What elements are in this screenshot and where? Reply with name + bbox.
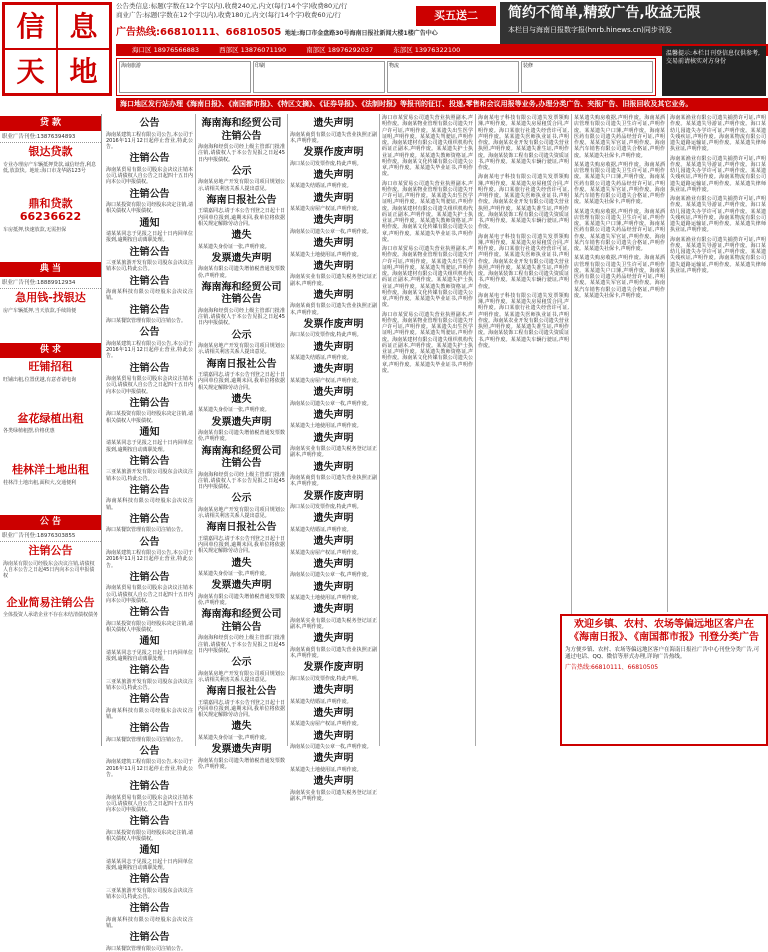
- column-3: [288, 114, 380, 802]
- notice-title: 注销公告: [129, 607, 170, 618]
- ad-title: 旺铺招租: [28, 359, 73, 373]
- category-header: 供 求: [0, 343, 101, 358]
- promo-subtitle: 《海南日报》、《南国都市报》刊登分类广告: [569, 631, 759, 643]
- notice-body: 三亚某旅游开发有限公司股东会决议注销本公司,特此公告。: [106, 469, 193, 482]
- notice-body: 某某遗失结婚证,声明作废。: [290, 355, 352, 361]
- ad-box: 印刷: [253, 61, 385, 93]
- notice-body: 海南某实业有限公司遗失税务登记证正副本,声明作废。: [290, 446, 377, 459]
- notice-body: 请某某同志于见报之日起十日内回单位报到,逾期按自动离职处理。: [106, 440, 193, 453]
- notice-body: 海南某商贸有限公司遗失营业执照正副本,声明作废。: [290, 646, 377, 659]
- notice-title: 遗失声明: [313, 604, 354, 616]
- notice-title: 注销公告: [129, 397, 170, 409]
- notice-body: 海口市某贸易公司遗失营业执照副本,声明作废。海南某物业管理有限公司遗失开户许可证,声明作废。某某遗失出生医学证明,声明作废。某某遗失驾驶证,声明作废。海南某建材有限公司遗失组织机构代码证正副本,声明作废。某某遗失护士执业证,声明作废。某某遗失教师资格证,声明作废。海南某文化传媒有限公司遗失公章,声明作废。某某遗失毕业证书,声明作废。: [382, 115, 473, 178]
- notice-body: 海南某电子科技有限公司遗失发票领购簿,声明作废。某某遗失房屋租赁合同,声明作废。海口某旅行社遗失经营许可证,声明作废。某某遗失医师执业证书,声明作废。海南某农业开发有限公司遗失营业执照,声明作废。某某遗失准生证,声明作废。海南某装饰工程有限公司遗失资质证书,声明作废。某某遗失车辆行驶证,声明作废。: [478, 174, 569, 231]
- column-2: [196, 114, 288, 770]
- notice-title: 注销公告: [129, 188, 170, 200]
- info-line: 商业广告:标题(字数在12个字以内),收费180元,内文(每行14个字)收费60元/行: [116, 11, 341, 19]
- notice-body: 海口某公司发票作废,特此声明。: [290, 504, 362, 510]
- notice-body: 某某遗失身份证一张,声明作废。: [198, 243, 270, 250]
- notice-title: 遗失声明: [313, 289, 354, 301]
- notice-body: 海口某公司发票作废,特此声明。: [290, 675, 362, 682]
- hotline: [116, 27, 438, 40]
- notice-title: 通知: [139, 426, 160, 438]
- notice-title: 遗失声明: [313, 169, 354, 181]
- notice-body: 海南某电子科技有限公司遗失发票领购簿,声明作废。某某遗失房屋租赁合同,声明作废。海口某旅行社遗失经营许可证,声明作废。某某遗失医师执业证书,声明作废。海南某农业开发有限公司遗失营业执照,声明作废。某某遗失准生证,声明作废。海南某装饰工程有限公司遗失资质证书,声明作废。某某遗失车辆行驶证,声明作废。: [478, 115, 569, 171]
- notice-body: 海南某科技有限公司经股东会决议注销。: [106, 916, 193, 929]
- notice-title: 遗失声明: [313, 558, 354, 570]
- notice-body: 海南某电子科技有限公司遗失发票领购簿,声明作废。某某遗失房屋租赁合同,声明作废。海口某旅行社遗失经营许可证,声明作废。某某遗失医师执业证书,声明作废。海南某农业开发有限公司遗失营业执照,声明作废。某某遗失准生证,声明作废。海南某装饰工程有限公司遗失资质证书,声明作废。某某遗失车辆行驶证,声明作废。: [478, 233, 569, 290]
- notice-title: 注销公告: [129, 275, 170, 287]
- ad-box: 装修: [521, 61, 653, 93]
- ad-title: 急用钱-找银达: [15, 291, 86, 304]
- notice-body: 王瑞嘉同志,请于本公告刊登之日起十日内回单位报到,逾期未回,我单位将依据相关规定解除劳动合同。: [198, 372, 285, 391]
- ad-title: 鼎和贷款66236622: [19, 196, 82, 224]
- notice-body: 某某遗失结婚证,声明作废。: [290, 183, 352, 190]
- notice-title: 遗失声明: [313, 215, 354, 227]
- pricing-info: [116, 2, 416, 20]
- notice-body: 某某遗失房屋产权证,声明作废。: [290, 377, 362, 384]
- column-6: [572, 114, 668, 612]
- ad-box: 海南旅游: [119, 61, 251, 93]
- notice-body: 海南某房地产开发有限公司项目规划公示,请相关利害关系人提出意见。: [198, 343, 285, 356]
- notice-title: 海南日报社公告: [206, 686, 277, 697]
- notice-body: 海南某渔业有限公司遗失捕捞许可证,声明作废。某某遗失导游证,声明作废。海口某幼儿园遗失办学许可证,声明作废。某某遗失残疾证,声明作废。海南某物流有限公司遗失道路运输证,声明作废。某某遗失律师执业证,声明作废。: [670, 196, 766, 234]
- notice-title: 遗失声明: [313, 341, 354, 353]
- ad-text: 专业办理房产车辆抵押贷款,诚信经营,利息低,放款快。地址:海口市龙华路123号: [3, 161, 97, 174]
- notice-title: 遗失声明: [313, 753, 354, 765]
- notice-body: 海南某商贸有限公司遗失营业执照正副本,声明作废。: [290, 475, 377, 488]
- notice-body: 海口某投资有限公司经股东决定注销,请相关债权人申报债权。: [106, 411, 193, 424]
- notice-title: 遗失声明: [313, 118, 354, 129]
- notice-title: 注销公告: [129, 362, 170, 374]
- notice-title: 海南海和经贸公司注销公告: [201, 445, 282, 469]
- notice-title: 发票遗失声明: [211, 252, 272, 264]
- notice-body: 海口某餐饮管理有限公司注销公告。: [106, 318, 187, 324]
- notice-title: 通知: [139, 845, 160, 857]
- notice-body: 某某遗失房屋产权证,声明作废。: [290, 206, 362, 212]
- notice-box: 温馨提示:本栏目刊登信息仅供参考,交易前请核实对方身份: [662, 46, 766, 96]
- notice-title: 公告: [139, 118, 160, 129]
- notice-body: 请某某同志于见报之日起十日内回单位报到,逾期按自动离职处理。: [106, 649, 193, 662]
- notice-body: 海南某贸易有限公司股东会决议注销本公司,请债权人自公告之日起四十五日内向本公司申报债权。: [106, 166, 193, 186]
- category-header: 典 当: [0, 262, 101, 277]
- column-1: [104, 114, 196, 952]
- notice-title: 注销公告: [129, 513, 170, 525]
- notice-body: 海南某实业有限公司遗失税务登记证正副本,声明作废。: [290, 617, 377, 630]
- notice-title: 发票作废声明: [303, 490, 364, 502]
- notice-title: 注销公告: [129, 694, 170, 705]
- notice-title: 公告: [139, 745, 160, 757]
- notice-body: 海南某贸易有限公司股东会决议注销本公司,请债权人自公告之日起四十五日内向本公司申报债权。: [106, 794, 193, 813]
- notice-body: 某某遗失土地使用证,声明作废。: [290, 766, 362, 773]
- notice-body: 海南某建筑工程有限公司公告,本公司于2016年11月12日起停止营业,特此公告。: [106, 131, 193, 150]
- notice-body: 海口某公司发票作废,特此声明。: [290, 160, 362, 167]
- notice-title: 注销公告: [129, 781, 170, 792]
- notice-title: 遗失声明: [313, 432, 354, 444]
- ad-title: 企业简易注销公告: [6, 595, 95, 609]
- notice-body: 王瑞嘉同志,请于本公告刊登之日起十日内回单位报到,逾期未回,我单位将依据相关规定解除劳动合同。: [198, 535, 285, 555]
- ad-text: 车房抵押,快速放款,无需担保: [3, 227, 67, 234]
- notice-title: 遗失声明: [313, 581, 354, 593]
- notice-title: 发票作废声明: [303, 318, 364, 330]
- notice-title: 遗失声明: [313, 364, 354, 376]
- notice-title: 遗失声明: [313, 461, 354, 473]
- notice-title: 公示: [231, 165, 252, 177]
- notice-body: 海南海和经贸公司经上级主管部门批准注销,请债权人于本公告见报之日起45日内申报债权。: [198, 307, 285, 327]
- notice-title: 公告: [139, 536, 160, 548]
- notice-body: 三亚某旅游开发有限公司股东会决议注销本公司,特此公告。: [106, 678, 193, 691]
- promo-badge: 买五送二: [416, 6, 496, 26]
- notice-body: 海南某科技有限公司经股东会决议注销。: [106, 289, 193, 302]
- notice-body: 海南某科技有限公司经股东会决议注销。: [106, 707, 193, 720]
- notice-title: 海南海和经贸公司注销公告: [201, 118, 282, 142]
- notice-title: 海南日报社公告: [206, 522, 277, 534]
- office: 南部区 18976292037: [306, 45, 374, 54]
- notice-title: 遗失声明: [313, 513, 354, 525]
- notice-body: 海南某公司遗失公章一枚,声明作废。: [290, 400, 372, 407]
- slogan-box: [500, 2, 766, 44]
- category-tel: 职业广告刊登:18976303855: [0, 532, 101, 542]
- ad-title: 注销公告: [28, 543, 73, 557]
- notice-body: 海南某有限公司遗失增值税普通发票数份,声明作废。: [198, 757, 285, 770]
- notice-title: 遗失: [231, 557, 252, 569]
- notice-title: 注销公告: [129, 903, 170, 915]
- notice-body: 某某遗失土地使用证,声明作废。: [290, 423, 362, 430]
- category-header: 公 告: [0, 515, 101, 530]
- notice-body: 海口某投资有限公司经股东决定注销,请相关债权人申报债权。: [106, 829, 193, 842]
- notice-body: 海南某实业有限公司遗失税务登记证正副本,声明作废。: [290, 274, 377, 287]
- notice-body: 海南某建筑工程有限公司公告,本公司于2016年11月12日起停止营业,特此公告。: [106, 340, 193, 360]
- office: 海口区 18976566883: [132, 45, 200, 54]
- notice-body: 某某遗失购房收据,声明作废。海南某酒店管理有限公司遗失卫生许可证,声明作废。某某遗失户口簿,声明作废。海南某医药有限公司遗失药品经营许可证,声明作废。某某遗失军官证,声明作废。海南某汽车销售有限公司遗失合格证,声明作废。某某遗失社保卡,声明作废。: [574, 255, 665, 299]
- notice-body: 某某遗失购房收据,声明作废。海南某酒店管理有限公司遗失卫生许可证,声明作废。某某遗失户口簿,声明作废。海南某医药有限公司遗失药品经营许可证,声明作废。某某遗失军官证,声明作废。海南某汽车销售有限公司遗失合格证,声明作废。某某遗失社保卡,声明作废。: [574, 115, 665, 159]
- notice-title: 发票遗失声明: [211, 416, 272, 428]
- ad-box: 物流: [387, 61, 519, 93]
- notice-body: 海口某餐饮管理有限公司注销公告。: [106, 945, 187, 952]
- notice-title: 遗失声明: [313, 776, 354, 787]
- notice-title: 遗失声明: [313, 685, 354, 696]
- category-tel: 职业广告刊登:18889912934: [0, 279, 101, 289]
- notice-title: 海南海和经贸公司注销公告: [201, 609, 282, 633]
- notice-body: 某某遗失土地使用证,声明作废。: [290, 251, 362, 258]
- office: 东部区 13976322100: [393, 45, 461, 54]
- notice-body: 海南某公司遗失公章一枚,声明作废。: [290, 228, 372, 235]
- notice-title: 注销公告: [129, 455, 170, 467]
- notice-body: 某某遗失房屋产权证,声明作废。: [290, 549, 362, 556]
- ad-text: 旺铺出租,位置优越,有意者请电询: [3, 376, 77, 383]
- notice-title: 海南日报社公告: [206, 358, 277, 370]
- notice-title: 通知: [139, 217, 160, 229]
- notice-body: 海口某投资有限公司经股东决定注销,请相关债权人申报债权。: [106, 620, 193, 633]
- notice-title: 遗失声明: [313, 260, 354, 272]
- notice-body: 海南海和经贸公司经上级主管部门批准注销,请债权人于本公告见报之日起45日内申报债权。: [198, 144, 285, 163]
- notice-body: 某某遗失身份证一张,声明作废。: [198, 734, 270, 741]
- column-7: [668, 114, 768, 612]
- notice-body: 海南某渔业有限公司遗失捕捞许可证,声明作废。某某遗失导游证,声明作废。海口某幼儿园遗失办学许可证,声明作废。某某遗失残疾证,声明作废。海南某物流有限公司遗失道路运输证,声明作废。某某遗失律师执业证,声明作废。: [670, 115, 766, 153]
- notice-title: 遗失声明: [313, 707, 354, 719]
- slogan-sub: 本栏目与海南日报数字报(hnrb.hinews.cn)同步刊发: [508, 25, 672, 34]
- notice-title: 注销公告: [129, 246, 170, 258]
- notice-title: 遗失声明: [313, 730, 354, 742]
- notice-body: 某某遗失购房收据,声明作废。海南某酒店管理有限公司遗失卫生许可证,声明作废。某某遗失户口簿,声明作废。海南某医药有限公司遗失药品经营许可证,声明作废。某某遗失军官证,声明作废。海南某汽车销售有限公司遗失合格证,声明作废。某某遗失社保卡,声明作废。: [574, 161, 665, 206]
- masthead: [2, 2, 112, 96]
- notice-body: 某某遗失房屋产权证,声明作废。: [290, 721, 362, 728]
- notice-body: 海南某有限公司遗失增值税普通发票数份,声明作废。: [198, 593, 285, 606]
- notice-title: 海南海和经贸公司注销公告: [201, 281, 282, 306]
- notice-body: 海南某公司遗失公章一枚,声明作废。: [290, 744, 372, 750]
- notice-title: 注销公告: [129, 932, 170, 944]
- notice-body: 三亚某旅游开发有限公司股东会决议注销本公司,特此公告。: [106, 260, 193, 273]
- notice-body: 海口某餐饮管理有限公司注销公告。: [106, 527, 187, 534]
- notice-body: 某某遗失身份证一张,声明作废。: [198, 407, 270, 414]
- notice-title: 通知: [139, 636, 160, 647]
- left-classifieds: [0, 114, 102, 746]
- ad-text: 海南某有限公司经股东会决议注销,请债权人自本公告之日起45日内向本公司申报债权: [3, 560, 95, 580]
- notice-title: 发票遗失声明: [211, 744, 272, 755]
- notice-title: 遗失声明: [313, 536, 354, 547]
- notice-body: 海口市某贸易公司遗失营业执照副本,声明作废。海南某物业管理有限公司遗失开户许可证,声明作废。某某遗失出生医学证明,声明作废。某某遗失驾驶证,声明作废。海南某建材有限公司遗失组织机构代码证正副本,声明作废。某某遗失护士执业证,声明作废。某某遗失教师资格证,声明作废。海南某文化传媒有限公司遗失公章,声明作废。某某遗失毕业证书,声明作废。: [382, 246, 473, 309]
- notice-body: 海南某建筑工程有限公司公告,本公司于2016年11月12日起停止营业,特此公告。: [106, 550, 193, 569]
- ad-text: 各类绿植租摆,价格优惠: [3, 428, 55, 435]
- notice-body: 某某遗失身份证一张,声明作废。: [198, 571, 270, 577]
- notice-body: 海口某投资有限公司经股东决定注销,请相关债权人申报债权。: [106, 202, 193, 215]
- notice-title: 发票作废声明: [303, 147, 364, 158]
- notice-body: 海口市某贸易公司遗失营业执照副本,声明作废。海南某物业管理有限公司遗失开户许可证,声明作废。某某遗失出生医学证明,声明作废。某某遗失驾驶证,声明作废。海南某建材有限公司遗失组织机构代码证正副本,声明作废。某某遗失护士执业证,声明作废。某某遗失教师资格证,声明作废。海南某文化传媒有限公司遗失公章,声明作废。某某遗失毕业证书,声明作废。: [382, 180, 473, 243]
- notice-body: 王瑞嘉同志,请于本公告刊登之日起十日内回单位报到,逾期未回,我单位将依据相关规定解除劳动合同。: [198, 699, 285, 718]
- notice-title: 发票作废声明: [303, 662, 364, 674]
- notice-body: 海南海和经贸公司经上级主管部门批准注销,请债权人于本公告见报之日起45日内申报债权。: [198, 635, 285, 654]
- promo-box: [560, 614, 768, 746]
- notice-title: 注销公告: [129, 816, 170, 828]
- notice-title: 注销公告: [129, 484, 170, 496]
- notice-body: 某某遗失结婚证,声明作废。: [290, 698, 352, 705]
- notice-body: 海南海和经贸公司经上级主管部门批准注销,请债权人于本公告见报之日起45日内申报债权。: [198, 471, 285, 490]
- masthead-char: 信: [5, 5, 56, 48]
- notice-title: 注销公告: [129, 723, 170, 734]
- notice-title: 遗失: [231, 230, 252, 241]
- masthead-char: 息: [58, 5, 109, 48]
- masthead-char: 天: [5, 50, 56, 93]
- notice-body: 海口某公司发票作废,特此声明。: [290, 332, 362, 339]
- ad-title: 盆花绿植出租: [17, 411, 84, 425]
- notice-title: 注销公告: [129, 874, 170, 886]
- ad-text: 全体投资人承诺企业不存在未结清债权债务: [3, 612, 99, 619]
- notice-body: 海南某电子科技有限公司遗失发票领购簿,声明作废。某某遗失房屋租赁合同,声明作废。海口某旅行社遗失经营许可证,声明作废。某某遗失医师执业证书,声明作废。海南某农业开发有限公司遗失营业执照,声明作废。某某遗失准生证,声明作废。海南某装饰工程有限公司遗失资质证书,声明作废。某某遗失车辆行驶证,声明作废。: [478, 292, 569, 349]
- notice-body: 海南某建筑工程有限公司公告,本公司于2016年11月12日起停止营业,特此公告。: [106, 759, 193, 778]
- notice-body: 请某某同志于见报之日起十日内回单位报到,逾期按自动离职处理。: [106, 231, 193, 244]
- column-5: [476, 114, 572, 746]
- notice-title: 遗失: [231, 721, 252, 733]
- notice-body: 海南某有限公司遗失增值税普通发票数份,声明作废。: [198, 430, 285, 443]
- notice-body: 海南某贸易有限公司股东会决议注销本公司,请债权人自公告之日起四十五日内向本公司申报债权。: [106, 585, 193, 604]
- hotline-text: 广告热线:66810111、66810505: [116, 27, 282, 38]
- notice-title: 海南日报社公告: [206, 194, 277, 206]
- notice-title: 遗失声明: [313, 192, 354, 204]
- masthead-char: 地: [58, 50, 109, 93]
- distribution-band: 海口地区发行站办理《海南日报》、《南国都市报》、《特区文摘》、《证券导报》、《法制时报》等报刊的征订、投递,零售和会议用报等业务,办理分类广告、夹报广告、旧报回收及其它业务。: [116, 98, 768, 111]
- ad-title: 银达贷款: [28, 144, 73, 158]
- notice-title: 注销公告: [129, 304, 170, 316]
- ad-text: 房产车辆抵押,当天放款,手续简便: [3, 307, 77, 314]
- notice-title: 发票遗失声明: [211, 580, 272, 592]
- notice-title: 遗失: [231, 393, 252, 405]
- notice-body: 三亚某旅游开发有限公司股东会决议注销本公司,特此公告。: [106, 887, 193, 900]
- notice-body: 某某遗失购房收据,声明作废。海南某酒店管理有限公司遗失卫生许可证,声明作废。某某遗失户口簿,声明作废。海南某医药有限公司遗失药品经营许可证,声明作废。某某遗失军官证,声明作废。海南某汽车销售有限公司遗失合格证,声明作废。某某遗失社保卡,声明作废。: [574, 208, 665, 252]
- notice-body: 海南某商贸有限公司遗失营业执照正副本,声明作废。: [290, 131, 377, 144]
- notice-body: 海南某有限公司遗失增值税普通发票数份,声明作废。: [198, 266, 285, 279]
- category-header: 贷 款: [0, 116, 101, 131]
- notice-body: 海南某贸易有限公司股东会决议注销本公司,请债权人自公告之日起四十五日内向本公司申报债权。: [106, 376, 193, 395]
- notice-body: 海南某公司遗失公章一枚,声明作废。: [290, 572, 372, 579]
- category-tel: 职业广告刊登:13876394893: [0, 133, 101, 143]
- notice-body: 某某遗失结婚证,声明作废。: [290, 526, 352, 533]
- hotline-address: 地址:海口市金盘路30号海南日报社新闻大楼1楼广告中心: [284, 30, 438, 37]
- office: 西部区 13876071190: [219, 45, 287, 54]
- notice-body: 请某某同志于见报之日起十日内回单位报到,逾期按自动离职处理。: [106, 858, 193, 871]
- notice-title: 遗失声明: [313, 387, 354, 398]
- info-line: 公告类信息:标题(字数在12个字以内),收费240元,内文(每行14个字)收费80元/行: [116, 2, 348, 10]
- column-4: [380, 114, 476, 746]
- notice-title: 公示: [231, 493, 252, 505]
- notice-body: 海南某房地产开发有限公司项目规划公示,请相关利害关系人提出意见。: [198, 506, 285, 519]
- notice-body: 海南某房地产开发有限公司项目规划公示,请相关利害关系人提出意见。: [198, 670, 285, 683]
- notice-body: 海口某餐饮管理有限公司注销公告。: [106, 736, 187, 743]
- notice-title: 注销公告: [129, 153, 170, 165]
- ad-title: 桂林洋土地出租: [12, 463, 89, 477]
- notice-title: 公示: [231, 657, 252, 668]
- ad-strip: [116, 58, 656, 96]
- notice-title: 公示: [231, 329, 252, 341]
- promo-title: 欢迎乡镇、农村、农场等偏远地区客户在: [574, 619, 754, 630]
- slogan: 简约不简单,精致广告,收益无限: [508, 5, 701, 21]
- notice-body: 海南某渔业有限公司遗失捕捞许可证,声明作废。某某遗失导游证,声明作废。海口某幼儿园遗失办学许可证,声明作废。某某遗失残疾证,声明作废。海南某物流有限公司遗失道路运输证,声明作废。某某遗失律师执业证,声明作废。: [670, 236, 766, 274]
- notice-body: 海南某渔业有限公司遗失捕捞许可证,声明作废。某某遗失导游证,声明作废。海口某幼儿园遗失办学许可证,声明作废。某某遗失残疾证,声明作废。海南某物流有限公司遗失道路运输证,声明作废。某某遗失律师执业证,声明作废。: [670, 155, 766, 193]
- promo-hotline: 广告热线:66810111、66810505: [565, 663, 659, 671]
- notice-title: 公告: [139, 327, 160, 339]
- notice-title: 注销公告: [129, 665, 170, 676]
- notice-title: 遗失声明: [313, 633, 354, 645]
- notice-body: 海南某商贸有限公司遗失营业执照正副本,声明作废。: [290, 303, 377, 316]
- notice-body: 某某遗失土地使用证,声明作废。: [290, 595, 362, 601]
- promo-body: 为方便乡镇、农村、农场等偏远地区客户在海南日报社广告中心刊登分类广告,可通过电话、QQ、微信等形式办理,详询广告热线。: [565, 647, 760, 660]
- notice-title: 注销公告: [129, 571, 170, 583]
- ad-text: 桂林洋土地出租,面积大,交通便利: [3, 480, 77, 486]
- notice-body: 海南某房地产开发有限公司项目规划公示,请相关利害关系人提出意见。: [198, 179, 285, 192]
- notice-body: 海口市某贸易公司遗失营业执照副本,声明作废。海南某物业管理有限公司遗失开户许可证,声明作废。某某遗失出生医学证明,声明作废。某某遗失驾驶证,声明作废。海南某建材有限公司遗失组织机构代码证正副本,声明作废。某某遗失护士执业证,声明作废。某某遗失教师资格证,声明作废。海南某文化传媒有限公司遗失公章,声明作废。某某遗失毕业证书,声明作废。: [382, 311, 473, 374]
- notice-title: 遗失声明: [313, 238, 354, 249]
- notice-body: 海南某实业有限公司遗失税务登记证正副本,声明作废。: [290, 789, 377, 802]
- notice-title: 遗失声明: [313, 409, 354, 421]
- notice-body: 王瑞嘉同志,请于本公告刊登之日起十日内回单位报到,逾期未回,我单位将依据相关规定解除劳动合同。: [198, 208, 285, 227]
- notice-body: 海南某科技有限公司经股东会决议注销。: [106, 498, 193, 511]
